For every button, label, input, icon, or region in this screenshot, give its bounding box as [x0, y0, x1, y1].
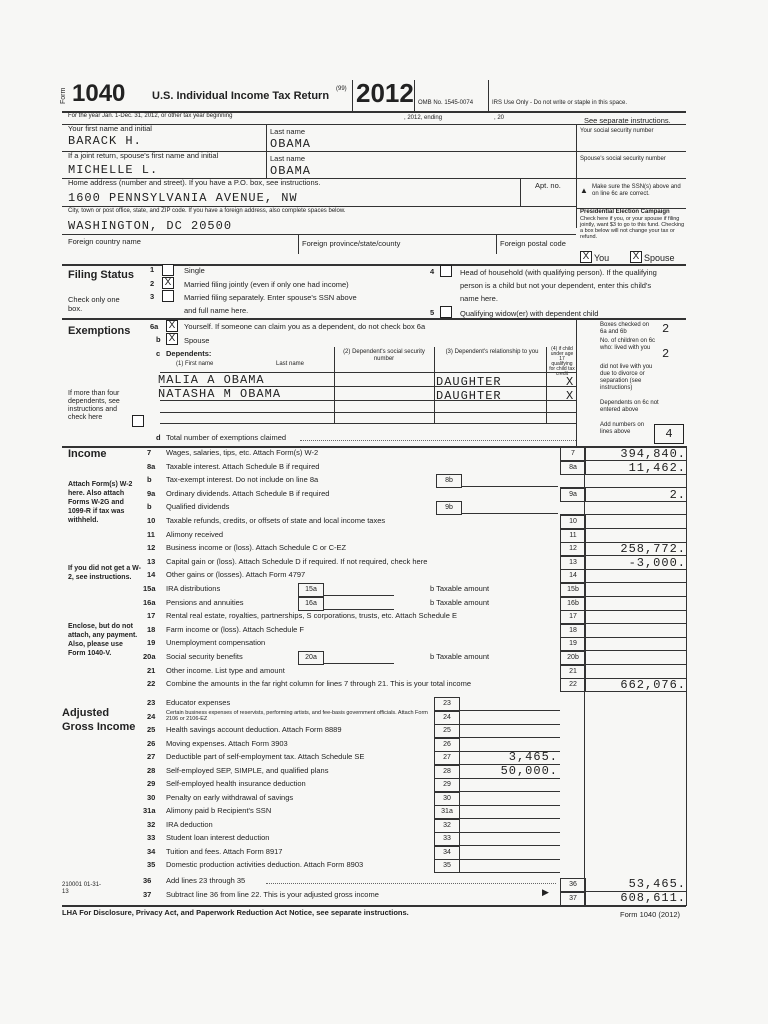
line-number: b — [147, 475, 152, 484]
agi-amount[interactable]: 50,000. — [500, 764, 558, 778]
arrow-icon: ▶ — [542, 887, 549, 897]
line-number: 7 — [147, 448, 152, 457]
line-amount[interactable]: 662,076. — [620, 678, 686, 692]
filing-hoh-label: Head of household (with qualifying person). If the qualifying — [460, 268, 657, 277]
dep-col-ssn: (2) Dependent's social security number — [343, 349, 425, 362]
campaign-text: Check here if you, or your spouse if filing jointly, want $3 to go to this fund. Checking a box below will not change your tax or refund. — [580, 216, 685, 240]
line-number: 34 — [147, 847, 156, 856]
line-number: 23 — [147, 698, 156, 707]
dep-col-rel: (3) Dependent's relationship to you — [445, 349, 539, 355]
add-numbers-note: Add numbers on lines above — [600, 422, 645, 435]
dependent-1-name[interactable]: MALIA A OBAMA — [158, 373, 265, 387]
filing-status-heading: Filing Status — [68, 269, 134, 281]
line-36-box: 36 — [560, 878, 586, 892]
total-exemptions-label: Total number of exemptions claimed — [166, 433, 287, 442]
filing-joint-label: Married filing jointly (even if only one had income) — [184, 280, 349, 289]
line-number: 9a — [147, 489, 156, 498]
tax-year-line: For the year Jan. 1-Dec. 31, 2012, or other tax year beginning — [68, 113, 233, 119]
spouse-first-field[interactable]: MICHELLE L. — [68, 163, 159, 177]
line-box: 20b — [560, 651, 586, 665]
line-label: Taxable interest. Attach Schedule B if required — [166, 462, 320, 471]
dependent-1-credit-check[interactable]: X — [566, 375, 575, 389]
line-label: Domestic production activities deduction. Attach Form 8903 — [166, 860, 364, 869]
agi-box: 34 — [434, 846, 460, 860]
exemptions-heading: Exemptions — [68, 325, 131, 337]
agi-heading: Adjusted Gross Income — [62, 707, 136, 733]
line-number: 14 — [147, 570, 156, 579]
spouse-last-field[interactable]: OBAMA — [270, 164, 312, 178]
footer-form: Form 1040 (2012) — [620, 910, 681, 919]
line-number: 28 — [147, 766, 156, 775]
first-name-field[interactable]: BARACK H. — [68, 134, 142, 148]
line-label: Alimony received — [166, 530, 224, 539]
line-number: 35 — [147, 860, 156, 869]
line-number: 17 — [147, 611, 156, 620]
check-only-note: Check only one box. — [68, 295, 120, 313]
mid-box: 15a — [298, 583, 324, 597]
line-label: Farm income or (loss). Attach Schedule F — [166, 625, 304, 634]
campaign-you-checkbox[interactable]: X — [580, 251, 592, 263]
line-label: Tuition and fees. Attach Form 8917 — [166, 847, 283, 856]
see-instructions: See separate instructions. — [584, 116, 671, 125]
agi-box: 29 — [434, 778, 460, 792]
mid-box: 16a — [298, 597, 324, 611]
last-name-label: Last name — [270, 127, 306, 136]
line-box: 22 — [560, 678, 586, 692]
agi-amount[interactable]: 3,465. — [508, 750, 558, 764]
dependent-1-relationship[interactable]: DAUGHTER — [436, 375, 502, 389]
line-label: Qualified dividends — [166, 502, 230, 511]
children-lived-note: No. of children on 6c who: lived with you — [600, 338, 656, 351]
campaign-spouse-label: Spouse — [644, 253, 675, 263]
agi-box: 32 — [434, 819, 460, 833]
address-label: Home address (number and street). If you have a P.O. box, see instructions. — [68, 178, 321, 187]
agi-box: 26 — [434, 738, 460, 752]
form-title: U.S. Individual Income Tax Return — [152, 90, 330, 102]
city-field[interactable]: WASHINGTON, DC 20500 — [68, 219, 233, 233]
mid-box: 20a — [298, 651, 324, 665]
line-number: 22 — [147, 679, 156, 688]
line-number: 20a — [143, 652, 156, 661]
exemption-yourself-label: Yourself. If someone can claim you as a dependent, do not check box 6a — [184, 322, 426, 331]
mid-box: 9b — [436, 501, 462, 515]
line-box: 17 — [560, 610, 586, 624]
line-label: Educator expenses — [166, 698, 231, 707]
line-label: Other income. List type and amount — [166, 666, 285, 675]
line-number: 32 — [147, 820, 156, 829]
line-label: Deductible part of self-employment tax. Attach Schedule SE — [166, 752, 365, 761]
line-box: 12 — [560, 542, 586, 556]
line-label: Unemployment compensation — [166, 638, 266, 647]
line-label: Other gains or (losses). Attach Form 4797 — [166, 570, 306, 579]
line-amount[interactable]: 258,772. — [620, 542, 686, 556]
foreign-country-label: Foreign country name — [68, 237, 141, 246]
line-label: Certain business expenses of reservists, performing artists, and fee-basis government officials. Attach Form 2106 or 2106-EZ — [166, 710, 428, 722]
footer-code: 210001 01-31-13 — [62, 882, 102, 895]
filing-separate-label: Married filing separately. Enter spouse's SSN above — [184, 293, 357, 302]
agi-box: 30 — [434, 792, 460, 806]
warning-icon: ▲ — [580, 186, 588, 195]
agi-box: 24 — [434, 711, 460, 725]
more-than-four-checkbox[interactable] — [132, 415, 144, 427]
line-label: Penalty on early withdrawal of savings — [166, 793, 294, 802]
line-label: Wages, salaries, tips, etc. Attach Form(s) W-2 — [166, 448, 319, 457]
omb-number: OMB No. 1545-0074 — [418, 100, 474, 106]
line-36-amount[interactable]: 53,465. — [628, 877, 686, 891]
agi-box: 27 — [434, 751, 460, 765]
exemption-spouse-label: Spouse — [184, 336, 210, 345]
line-number: 12 — [147, 543, 156, 552]
line-37-amount[interactable]: 608,611. — [620, 891, 686, 905]
line-box: 7 — [560, 447, 586, 461]
line-number: 11 — [147, 530, 155, 539]
campaign-title: Presidential Election Campaign — [580, 209, 670, 215]
line-label: Combine the amounts in the far right column for lines 7 through 21. This is your total income — [166, 679, 472, 688]
total-exemptions-box[interactable]: 4 — [654, 424, 684, 444]
line-box: 13 — [560, 556, 586, 570]
irs-use-only: IRS Use Only - Do not write or staple in this space. — [492, 100, 628, 106]
dep-col-last: Last name — [276, 361, 305, 367]
filing-hoh-label-b: person is a child but not your dependent, enter this child's — [460, 281, 652, 290]
line-label: IRA deduction — [166, 820, 213, 829]
year-ending: , 2012, ending — [404, 115, 443, 121]
exemption-spouse-checkbox[interactable]: X — [166, 333, 178, 345]
line-box: 14 — [560, 569, 586, 583]
no-w2-note: If you did not get a W-2, see instructions. — [68, 565, 141, 581]
line-number: 31a — [143, 806, 156, 815]
filing-widow-checkbox[interactable] — [440, 306, 452, 318]
line-number: 16a — [143, 598, 156, 607]
line-label: Taxable refunds, credits, or offsets of state and local income taxes — [166, 516, 386, 525]
did-not-live-note: did not live with you due to divorce or separation (see instructions) — [600, 364, 653, 391]
filing-hoh-checkbox[interactable] — [440, 265, 452, 277]
line-36-label: Add lines 23 through 35 — [166, 876, 246, 885]
line-label: Business income or (loss). Attach Schedule C or C-EZ — [166, 543, 347, 552]
line-box: 11 — [560, 529, 586, 543]
spouse-first-label: If a joint return, spouse's first name and initial — [68, 151, 219, 160]
campaign-spouse-checkbox[interactable]: X — [630, 251, 642, 263]
line-amount[interactable]: 11,462. — [628, 461, 686, 475]
agi-box: 33 — [434, 832, 460, 846]
campaign-you-label: You — [594, 253, 610, 263]
line-label: Self-employed SEP, SIMPLE, and qualified plans — [166, 766, 329, 775]
boxes-checked-value[interactable]: 2 — [662, 322, 671, 336]
footer-notice: LHA For Disclosure, Privacy Act, and Paperwork Reduction Act Notice, see separate instructions. — [62, 908, 409, 917]
tax-year: 2012 — [356, 78, 414, 108]
more-than-four-note: If more than four dependents, see instructions and check here — [68, 390, 120, 421]
form-vertical-label: Form — [60, 87, 67, 104]
line-37-label: Subtract line 36 from line 22. This is your adjusted gross income — [166, 890, 379, 899]
dep-not-entered-note: Dependents on 6c not entered above — [600, 400, 659, 413]
taxable-amount-label: b Taxable amount — [430, 584, 490, 593]
line-number: 18 — [147, 625, 156, 634]
filing-single-label: Single — [184, 266, 205, 275]
exemption-yourself-checkbox[interactable]: X — [166, 320, 178, 332]
spouse-last-label: Last name — [270, 154, 306, 163]
mid-box: 8b — [436, 474, 462, 488]
line-label: Ordinary dividends. Attach Schedule B if required — [166, 489, 330, 498]
taxable-amount-label: b Taxable amount — [430, 652, 490, 661]
line-amount[interactable]: 394,840. — [620, 447, 686, 461]
income-heading: Income — [68, 448, 107, 460]
dependents-label: Dependents: — [166, 349, 212, 358]
line-number: 10 — [147, 516, 156, 525]
foreign-postal-label: Foreign postal code — [500, 239, 566, 248]
form-code: (99) — [336, 86, 347, 92]
city-label: City, town or post office, state, and ZIP code. If you have a foreign address, also complete spaces below. — [68, 208, 346, 214]
apt-label: Apt. no. — [535, 181, 561, 190]
enclose-note: Enclose, but do not attach, any payment. Also, please use Form 1040-V. — [68, 623, 138, 657]
line-label: Social security benefits — [166, 652, 243, 661]
line-number: 26 — [147, 739, 156, 748]
line-label: Self-employed health insurance deduction — [166, 779, 306, 788]
dep-col-first: (1) First name — [176, 361, 214, 367]
attach-w2-note: Attach Form(s) W-2 here. Also attach Forms W-2G and 1099-R if tax was withheld. — [68, 481, 133, 524]
line-amount[interactable]: -3,000. — [628, 556, 686, 570]
agi-box: 35 — [434, 859, 460, 873]
line-box: 16b — [560, 597, 586, 611]
line-number: 13 — [147, 557, 156, 566]
year-20: , 20 — [494, 115, 505, 121]
line-number: 15a — [143, 584, 156, 593]
line-box: 15b — [560, 583, 586, 597]
line-number: 33 — [147, 833, 156, 842]
spouse-ssn-label: Spouse's social security number — [580, 156, 666, 162]
line-label: Tax-exempt interest. Do not include on line 8a — [166, 475, 319, 484]
boxes-checked-note: Boxes checked on 6a and 6b — [600, 322, 650, 335]
form-number: 1040 — [72, 80, 126, 107]
filing-hoh-label-c: name here. — [460, 294, 498, 303]
filing-separate-label-b: and full name here. — [184, 306, 249, 315]
line-number: 25 — [147, 725, 156, 734]
line-number: 24 — [147, 712, 156, 721]
dependent-2-relationship[interactable]: DAUGHTER — [436, 389, 502, 403]
dep-col-credit: (4) if child under age 17 qualifying for child tax credit — [549, 346, 575, 377]
line-label: Health savings account deduction. Attach Form 8889 — [166, 725, 342, 734]
line-box: 10 — [560, 515, 586, 529]
agi-box: 31a — [434, 805, 460, 819]
line-number: 29 — [147, 779, 156, 788]
line-number: 8a — [147, 462, 156, 471]
agi-box: 28 — [434, 765, 460, 779]
dependent-2-name[interactable]: NATASHA M OBAMA — [158, 387, 282, 401]
foreign-province-label: Foreign province/state/county — [302, 239, 401, 248]
line-label: Alimony paid b Recipient's SSN — [166, 806, 272, 815]
last-name-field[interactable]: OBAMA — [270, 137, 312, 151]
line-number: 27 — [147, 752, 156, 761]
ssn-label: Your social security number — [580, 128, 654, 134]
agi-box: 23 — [434, 697, 460, 711]
line-box: 21 — [560, 665, 586, 679]
line-number: 19 — [147, 638, 156, 647]
address-field[interactable]: 1600 PENNSYLVANIA AVENUE, NW — [68, 191, 298, 205]
first-name-label: Your first name and initial — [68, 124, 152, 133]
line-37-box: 37 — [560, 892, 586, 906]
filing-joint-checkbox[interactable]: X — [162, 277, 174, 289]
dependent-2-credit-check[interactable]: X — [566, 389, 575, 403]
filing-single-checkbox[interactable] — [162, 264, 174, 276]
line-number: 21 — [147, 666, 156, 675]
line-amount[interactable]: 2. — [669, 488, 686, 502]
line-box: 8a — [560, 461, 586, 475]
line-box: 18 — [560, 624, 586, 638]
line-number: 30 — [147, 793, 156, 802]
line-label: Moving expenses. Attach Form 3903 — [166, 739, 288, 748]
children-lived-value[interactable]: 2 — [662, 347, 671, 361]
line-label: Rental real estate, royalties, partnerships, S corporations, trusts, etc. Attach Schedule E — [166, 611, 457, 620]
line-label: Student loan interest deduction — [166, 833, 270, 842]
ssn-note: Make sure the SSN(s) above and on line 6c are correct. — [592, 184, 681, 197]
filing-widow-label: Qualifying widow(er) with dependent child — [460, 309, 599, 318]
line-number: b — [147, 502, 152, 511]
line-label: Pensions and annuities — [166, 598, 244, 607]
line-box: 19 — [560, 637, 586, 651]
line-label: IRA distributions — [166, 584, 221, 593]
filing-separate-checkbox[interactable] — [162, 290, 174, 302]
taxable-amount-label: b Taxable amount — [430, 598, 490, 607]
agi-box: 25 — [434, 724, 460, 738]
line-label: Capital gain or (loss). Attach Schedule D if required. If not required, check here — [166, 557, 428, 566]
line-box: 9a — [560, 488, 586, 502]
